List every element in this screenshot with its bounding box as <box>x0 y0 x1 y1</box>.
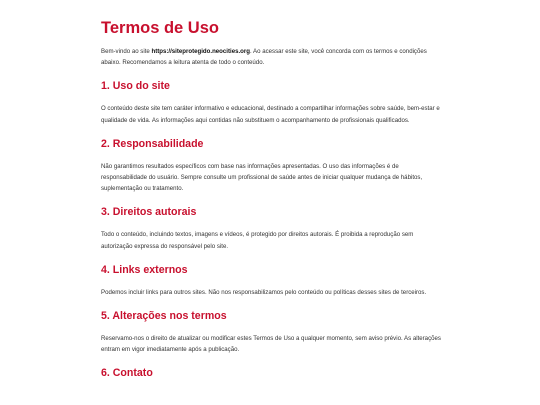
section-alteracoes-nos-termos <box>101 309 446 355</box>
section-links-externos <box>101 263 446 298</box>
section-uso-do-site <box>101 79 446 125</box>
section-heading: 4. Links externos <box>101 263 188 276</box>
section-heading: 3. Direitos autorais <box>101 206 197 219</box>
section-text: Todo o conteúdo, incluindo textos, imagens e vídeos, é protegido por direitos autorais. É proibida a reprodução sem autorização expressa do responsável pelo site. <box>101 231 414 250</box>
section-text: Não garantimos resultados específicos com base nas informações apresentadas. O uso das informações é de responsabilidade do usuário. Sempre consulte um profissional de saúde antes de iniciar qualquer mudança de hábitos, suplementação ou tratamento. <box>101 162 423 193</box>
section-text: Reservamo-nos o direito de atualizar ou modificar estes Termos de Uso a qualquer momento, sem aviso prévio. As alterações entram em vigor imediatamente após a publicação. <box>101 335 441 354</box>
terms-page <box>101 17 446 380</box>
intro-text-end: . Ao acessar este site, você concorda com os termos e condições abaixo. Recomendamos a leitura atenta de todo o conteúdo. <box>101 48 427 67</box>
intro-paragraph <box>101 46 446 68</box>
section-heading: 5. Alterações nos termos <box>101 310 227 323</box>
page-title: Termos de Uso <box>101 19 219 37</box>
site-address: https://siteprotegido.neocities.org <box>151 48 250 55</box>
intro-text-start: Bem-vindo ao site <box>101 48 152 55</box>
section-text: Podemos incluir links para outros sites. Não nos responsabilizamos pelo conteúdo ou políticas desses sites de terceiros. <box>101 288 427 296</box>
section-heading: 2. Responsabilidade <box>101 137 204 150</box>
section-responsabilidade <box>101 137 446 195</box>
section-direitos-autorais <box>101 205 446 251</box>
section-heading: 6. Contato <box>101 367 153 380</box>
section-text: O conteúdo deste site tem caráter informativo e educacional, destinado a compartilhar informações sobre saúde, bem-estar e qualidade de vida. As informações aqui contidas não substituem o acompanhamento de profissionais qualificados. <box>101 105 440 124</box>
section-heading: 1. Uso do site <box>101 80 170 93</box>
section-contato <box>101 366 446 380</box>
